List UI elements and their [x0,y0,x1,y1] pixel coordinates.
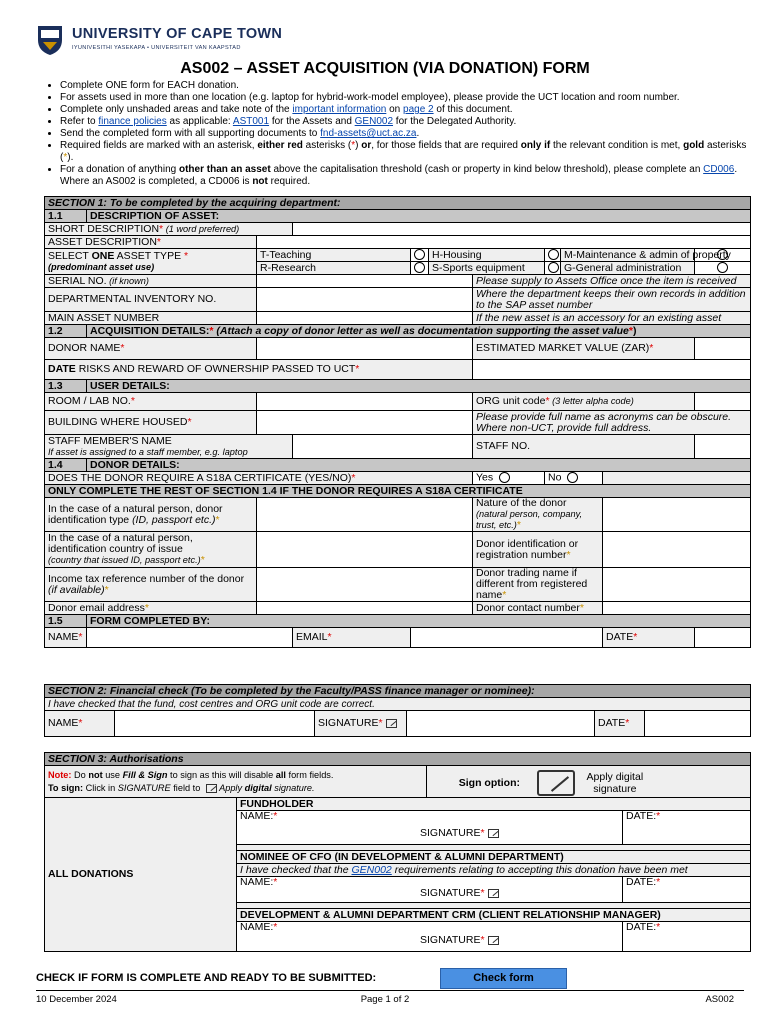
est-value-label: ESTIMATED MARKET VALUE (ZAR)* [473,338,695,360]
completed-name-label: NAME* [45,628,87,648]
signature-pen-icon [386,719,397,728]
asset-type-label: SELECT ONE ASSET TYPE * (predominant asset use) [45,249,257,275]
fundholder-date-field[interactable]: DATE:* [623,811,751,845]
type-teaching-label: T-Teaching [257,249,411,262]
s18a-only-note: ONLY COMPLETE THE REST OF SECTION 1.4 IF THE DONOR REQUIRES A S18A CERTIFICATE [45,485,751,498]
fundholder-name-field[interactable]: NAME:* SIGNATURE* [237,811,623,845]
building-label: BUILDING WHERE HOUSED* [45,411,257,435]
type-research-radio[interactable] [411,262,429,275]
est-value-input[interactable] [695,338,751,360]
dept-inventory-hint: Where the department keeps their own records in addition to the SAP asset number [473,288,751,312]
email-link[interactable]: fnd-assets@uct.ac.za [320,128,417,139]
donor-email-label: Donor email address* [45,602,257,615]
donor-id-label: Donor identification or registration number* [473,532,603,568]
apply-signature-icon[interactable] [537,770,575,796]
type-housing-label: H-Housing [429,249,545,262]
type-housing-radio[interactable] [545,249,561,262]
instruction-item: • Complete only unshaded areas and take note of the important information on page 2 of this document. [60,104,751,116]
nominee-note: I have checked that the GEN002 requirements relating to accepting this donation have been met [237,864,751,877]
room-input[interactable] [257,393,473,411]
footer-divider [36,990,744,991]
room-label: ROOM / LAB NO.* [45,393,257,411]
main-asset-label: MAIN ASSET NUMBER [45,312,257,325]
trading-name-label: Donor trading name if different from registered name* [473,568,603,602]
gen002-link[interactable]: GEN002 [354,116,394,127]
instruction-item: • Refer to finance policies as applicable: AST001 for the Assets and GEN002 for the Delegated Authority. [60,116,751,128]
nature-label: Nature of the donor (natural person, company, trust, etc.)* [473,498,603,532]
type-research-label: R-Research [257,262,411,275]
donor-name-label: DONOR NAME* [45,338,257,360]
signature-pen-icon [488,936,499,945]
type-sports-radio[interactable] [545,262,561,275]
instruction-item: • Required fields are marked with an asterisk, either red asterisks (*) or, for those fields that are required only if the relevant condition is met, gold asterisks (*). [60,140,751,164]
crm-heading: DEVELOPMENT & ALUMNI DEPARTMENT CRM (CLIENT RELATIONSHIP MANAGER) [237,909,751,922]
nature-input[interactable] [603,498,751,532]
check-form-button[interactable]: Check form [440,968,567,989]
org-input[interactable] [695,393,751,411]
all-donations-label: ALL DONATIONS [45,798,237,952]
serial-input[interactable] [257,275,473,288]
description-heading: DESCRIPTION OF ASSET: [87,210,751,223]
finance-policies-link[interactable]: finance policies [98,116,167,127]
completed-date-label: DATE* [603,628,695,648]
type-teaching-radio[interactable] [411,249,429,262]
nominee-heading: NOMINEE OF CFO (IN DEVELOPMENT & ALUMNI DEPARTMENT) [237,851,751,864]
section-2-table [44,684,751,737]
fin-name-label: NAME* [45,711,115,737]
section-2-title: SECTION 2: Financial check (To be completed by the Faculty/PASS finance manager or nominee): [45,685,751,698]
uct-logo [36,24,283,56]
cd006-link[interactable]: CD006 [703,164,735,175]
nominee-name-field[interactable]: NAME:* SIGNATURE* [237,877,623,903]
fundholder-heading: FUNDHOLDER [237,798,751,811]
signature-pen-icon [206,784,217,793]
page-title: AS002 – ASSET ACQUISITION (VIA DONATION) FORM [180,60,590,77]
natural-id-input[interactable] [257,498,473,532]
signature-pen-icon [488,889,499,898]
sign-note: Note: Do not use Fill & Sign to sign as this will disable all form fields. To sign: Click in SIGNATURE field to Apply digital signature. [45,766,427,798]
instruction-item: • Send the completed form with all supporting documents to fnd-assets@uct.ac.za. [60,128,751,140]
id-country-input[interactable] [257,532,473,568]
crm-date-field[interactable]: DATE:* [623,922,751,952]
donor-email-input[interactable] [257,602,473,615]
staff-name-label: STAFF MEMBER'S NAME If asset is assigned to a staff member, e.g. laptop [45,435,293,459]
org-label: ORG unit code* (3 letter alpha code) [473,393,695,411]
fin-signature-label: SIGNATURE* [315,711,407,737]
s18a-label: DOES THE DONOR REQUIRE A S18A CERTIFICATE (YES/NO)* [45,472,473,485]
acquisition-heading: ACQUISITION DETAILS:* (Attach a copy of donor letter as well as documentation supporting the asset value*) [87,325,751,338]
ast001-link[interactable]: AST001 [232,116,270,127]
donor-id-input[interactable] [603,532,751,568]
id-country-label: In the case of a natural person, identification country of issue (country that issued ID, passport etc.)* [45,532,257,568]
donor-contact-input[interactable] [603,602,751,615]
s18a-no[interactable]: No [545,472,603,485]
completed-name-input[interactable] [87,628,293,648]
fin-date-label: DATE* [595,711,645,737]
type-general-radio[interactable] [695,262,751,275]
tax-ref-label: Income tax reference number of the donor (if available)* [45,568,257,602]
staff-name-input[interactable] [293,435,473,459]
type-sports-label: S-Sports equipment [429,262,545,275]
staff-no-input[interactable] [695,435,751,459]
university-name: UNIVERSITY OF CAPE TOWN [72,26,283,42]
s18a-yes[interactable]: Yes [473,472,545,485]
section-3-title: SECTION 3: Authorisations [45,753,751,766]
type-maintenance-label: M-Maintenance & admin of property [561,249,695,262]
fin-signature-input[interactable] [407,711,595,737]
section-3-table [44,752,751,952]
serial-hint: Please supply to Assets Office once the item is received [473,275,751,288]
financial-check-note: I have checked that the fund, cost centres and ORG unit code are correct. [45,698,751,711]
main-asset-hint: If the new asset is an accessory for an existing asset [473,312,751,325]
short-description-input[interactable] [293,223,751,236]
date-risks-label: DATE RISKS AND REWARD OF OWNERSHIP PASSED TO UCT* [45,360,473,380]
building-hint: Please provide full name as acronyms can be obscure. Where non-UCT, provide full address. [473,411,751,435]
dept-inventory-input[interactable] [257,288,473,312]
donor-name-input[interactable] [257,338,473,360]
tax-ref-input[interactable] [257,568,473,602]
instruction-item: • For a donation of anything other than an asset above the capitalisation threshold (cash or property in kind below threshold), please complete an CD006. Where an AS002 is completed, a CD006 is not required. [60,164,751,188]
asset-description-label: ASSET DESCRIPTION* [45,236,257,249]
submit-check-label: CHECK IF FORM IS COMPLETE AND READY TO BE SUBMITTED: [36,972,377,984]
fin-date-input[interactable] [645,711,751,737]
section-1-title: SECTION 1: To be completed by the acquiring department: [45,197,751,210]
completed-email-input[interactable] [411,628,603,648]
nominee-date-field[interactable]: DATE:* [623,877,751,903]
uct-crest-icon [36,24,64,56]
donor-contact-label: Donor contact number* [473,602,603,615]
crm-name-field[interactable]: NAME:* SIGNATURE* [237,922,623,952]
gen002-link[interactable]: GEN002 [351,863,392,876]
main-asset-input[interactable] [257,312,473,325]
completed-email-label: EMAIL* [293,628,411,648]
trading-name-input[interactable] [603,568,751,602]
natural-id-label: In the case of a natural person, donor identification type (ID, passport etc.)* [45,498,257,532]
sign-option-area: Sign option: Apply digital signature [427,766,751,798]
building-input[interactable] [257,411,473,435]
asset-description-input[interactable] [257,236,751,249]
dept-inventory-label: DEPARTMENTAL INVENTORY NO. [45,288,257,312]
page-2-link[interactable]: page 2 [403,104,434,115]
fin-name-input[interactable] [115,711,315,737]
footer-code: AS002 [705,994,734,1005]
important-info-link[interactable]: important information [292,104,387,115]
short-description-label: SHORT DESCRIPTION* (1 word preferred) [45,223,293,236]
date-risks-input[interactable] [473,360,751,380]
user-details-heading: USER DETAILS: [87,380,751,393]
donor-details-heading: DONOR DETAILS: [87,459,751,472]
completed-date-input[interactable] [695,628,751,648]
footer-date: 10 December 2024 [36,994,117,1005]
serial-label: SERIAL NO. (if known) [45,275,257,288]
apply-digital-label: Apply digital signature [586,771,644,795]
section-1-table: SECTION 1: To be completed by the acquiring department: 1.1 DESCRIPTION OF ASSET: SHORT DESCRIPTION* (1 word preferred) ASSET DESCRIPTION* SELECT ONE ASSET TYPE * (predominant asset use) T-Teaching H-Housing M-Maintenance & admin of property R-Research S-Sports equipment G-General administration SERIAL NO. (if known) Please supply to Assets Office once the item is received DEPARTMENTAL INVENTORY NO. Where the department keeps their own records in addition to the SAP asset number MAIN ASSET NUMBER If the new asset is an accessory for an existing asset 1.2 ACQUISITION DETAILS:* (Attach a copy of donor letter as well as documentation supporting the asset value*) DONOR NAME* ESTIMATED MARKET VALUE (ZAR)* DATE RISKS AND REWARD OF OWNERSHIP PASSED TO UCT* 1.3 USER DETAILS: ROOM / LAB NO.* ORG unit code* (3 letter alpha code) BUILDING WHERE HOUSED* Please provide full name as acronyms can be obscure. Where non-UCT, provide full address. STAFF MEMBER'S NAME If asset is assigned to a staff member, e.g. laptop STAFF NO. 1.4 DONOR DETAILS: DOES THE DONOR REQUIRE A S18A CERTIFICATE (YES/NO)* Yes No ONLY COMPLETE THE REST OF SECTION 1.4 IF THE DONOR REQUIRES A S18A CERTIFICATE In the case of a natural person, donor identification type (ID, passport etc.)* Nature of the donor (natural person, company, trust, etc.)* In the case of a natural person, identification country of issue (country that issued ID, passport etc.)* Donor identification or registration number* Income tax reference number of the donor (if available)* Donor trading name if different from registered name* Donor email address* Donor contact number* 1.5 FORM COMPLETED BY: NAME* EMAIL* DATE* [44,196,751,648]
instructions-list [36,80,751,188]
signature-pen-icon [488,829,499,838]
footer-page: Page 1 of 2 [360,994,410,1005]
instruction-item: • Complete ONE form for EACH donation. [60,80,751,92]
completed-by-heading: FORM COMPLETED BY: [87,615,751,628]
university-subtitle: IYUNIVESITHI YASEKAPA • UNIVERSITEIT VAN KAAPSTAD [72,45,241,51]
instruction-item: • For assets used in more than one location (e.g. laptop for hybrid-work-model employee), please provide the UCT location and room number. [60,92,751,104]
type-general-label: G-General administration [561,262,695,275]
staff-no-label: STAFF NO. [473,435,695,459]
